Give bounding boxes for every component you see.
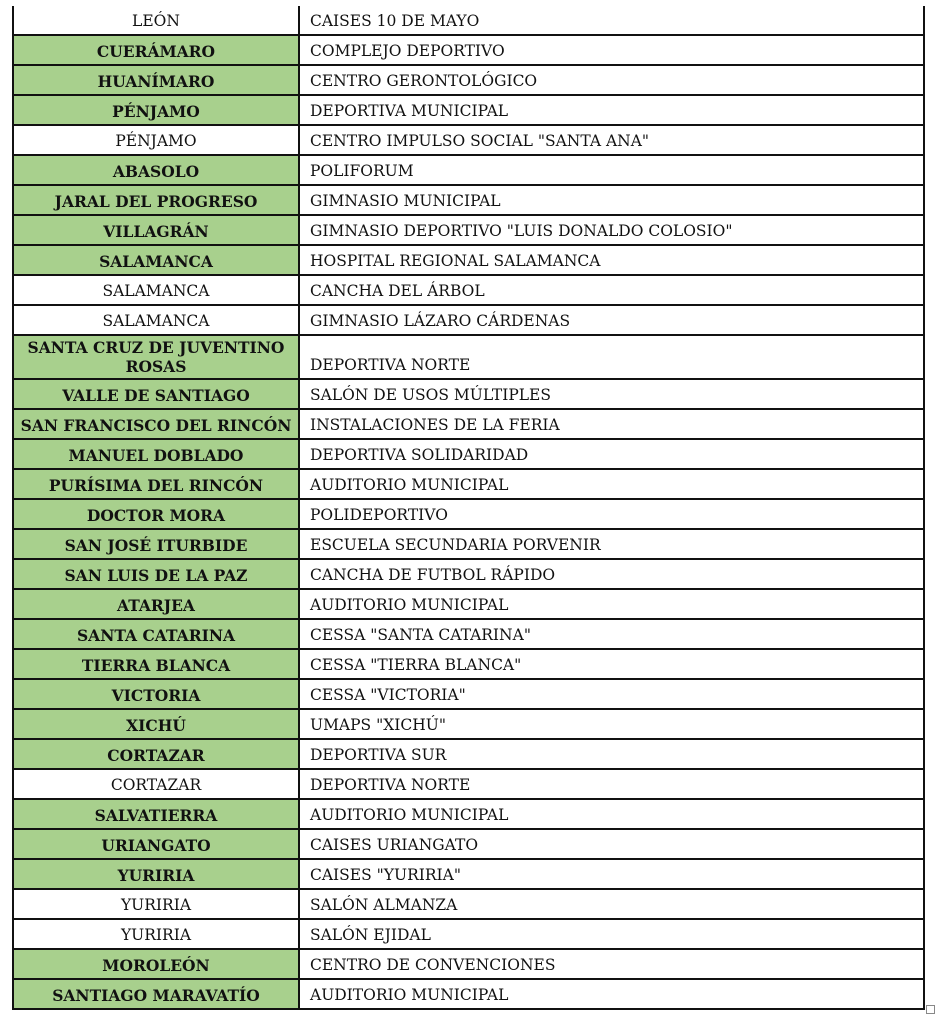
municipio-cell: YURIRIA — [13, 919, 299, 949]
sede-cell: ESCUELA SECUNDARIA PORVENIR — [299, 529, 924, 559]
table-row — [13, 35, 924, 65]
sede-cell: CESSA "SANTA CATARINA" — [299, 619, 924, 649]
sede-cell: UMAPS "XICHÚ" — [299, 709, 924, 739]
municipio-cell: HUANÍMARO — [13, 65, 299, 95]
municipio-cell: PÉNJAMO — [13, 95, 299, 125]
sede-cell: GIMNASIO DEPORTIVO "LUIS DONALDO COLOSIO" — [299, 215, 924, 245]
municipio-cell: CUERÁMARO — [13, 35, 299, 65]
sede-cell: CENTRO IMPULSO SOCIAL "SANTA ANA" — [299, 125, 924, 155]
table-row — [13, 919, 924, 949]
table-row — [13, 709, 924, 739]
sede-cell: AUDITORIO MUNICIPAL — [299, 979, 924, 1009]
sede-cell: DEPORTIVA SOLIDARIDAD — [299, 439, 924, 469]
municipio-cell: SALAMANCA — [13, 275, 299, 305]
table-row — [13, 559, 924, 589]
table-row — [13, 409, 924, 439]
table-row — [13, 619, 924, 649]
sede-cell: CENTRO GERONTOLÓGICO — [299, 65, 924, 95]
table-row — [13, 185, 924, 215]
municipio-cell: LEÓN — [13, 6, 299, 35]
municipio-cell: CORTAZAR — [13, 769, 299, 799]
municipio-cell: VICTORIA — [13, 679, 299, 709]
sede-cell: AUDITORIO MUNICIPAL — [299, 799, 924, 829]
table-row — [13, 739, 924, 769]
resize-handle[interactable] — [926, 1005, 935, 1014]
table-row — [13, 125, 924, 155]
municipio-cell: DOCTOR MORA — [13, 499, 299, 529]
municipio-cell: SANTA CRUZ DE JUVENTINO ROSAS — [13, 335, 299, 379]
sede-cell: POLIFORUM — [299, 155, 924, 185]
municipio-cell: SALAMANCA — [13, 305, 299, 335]
municipio-cell: XICHÚ — [13, 709, 299, 739]
sede-cell: CESSA "TIERRA BLANCA" — [299, 649, 924, 679]
municipio-cell: PURÍSIMA DEL RINCÓN — [13, 469, 299, 499]
table-row — [13, 65, 924, 95]
municipio-cell: SAN JOSÉ ITURBIDE — [13, 529, 299, 559]
sede-cell: AUDITORIO MUNICIPAL — [299, 469, 924, 499]
municipio-cell: SAN FRANCISCO DEL RINCÓN — [13, 409, 299, 439]
table-row — [13, 649, 924, 679]
sede-cell: INSTALACIONES DE LA FERIA — [299, 409, 924, 439]
table-row — [13, 275, 924, 305]
municipio-cell: SALVATIERRA — [13, 799, 299, 829]
municipio-cell: ATARJEA — [13, 589, 299, 619]
sede-cell: HOSPITAL REGIONAL SALAMANCA — [299, 245, 924, 275]
sede-cell: CAISES URIANGATO — [299, 829, 924, 859]
sede-cell: POLIDEPORTIVO — [299, 499, 924, 529]
municipio-cell: VALLE DE SANTIAGO — [13, 379, 299, 409]
table-row — [13, 679, 924, 709]
table-row — [13, 589, 924, 619]
sede-cell: DEPORTIVA SUR — [299, 739, 924, 769]
municipio-cell: YURIRIA — [13, 859, 299, 889]
table-row — [13, 379, 924, 409]
sede-cell: CANCHA DE FUTBOL RÁPIDO — [299, 559, 924, 589]
municipio-cell: SANTA CATARINA — [13, 619, 299, 649]
table-row — [13, 529, 924, 559]
sede-cell: GIMNASIO LÁZARO CÁRDENAS — [299, 305, 924, 335]
table-row — [13, 305, 924, 335]
sede-cell: CESSA "VICTORIA" — [299, 679, 924, 709]
table-row — [13, 769, 924, 799]
table-row — [13, 859, 924, 889]
table-row — [13, 245, 924, 275]
municipio-cell: MANUEL DOBLADO — [13, 439, 299, 469]
table-row — [13, 469, 924, 499]
municipio-cell: SALAMANCA — [13, 245, 299, 275]
sede-cell: SALÓN ALMANZA — [299, 889, 924, 919]
sede-cell: SALÓN DE USOS MÚLTIPLES — [299, 379, 924, 409]
municipio-cell: MOROLEÓN — [13, 949, 299, 979]
municipio-cell: SAN LUIS DE LA PAZ — [13, 559, 299, 589]
table-row — [13, 949, 924, 979]
municipio-cell: PÉNJAMO — [13, 125, 299, 155]
table-row — [13, 335, 924, 379]
table-row — [13, 155, 924, 185]
sede-cell: DEPORTIVA NORTE — [299, 769, 924, 799]
sede-cell: COMPLEJO DEPORTIVO — [299, 35, 924, 65]
sede-cell: GIMNASIO MUNICIPAL — [299, 185, 924, 215]
municipio-cell: ABASOLO — [13, 155, 299, 185]
municipio-cell: CORTAZAR — [13, 739, 299, 769]
municipio-cell: VILLAGRÁN — [13, 215, 299, 245]
table-row — [13, 215, 924, 245]
sede-cell: AUDITORIO MUNICIPAL — [299, 589, 924, 619]
municipio-cell: TIERRA BLANCA — [13, 649, 299, 679]
table-row — [13, 95, 924, 125]
sede-cell: CANCHA DEL ÁRBOL — [299, 275, 924, 305]
table-row — [13, 439, 924, 469]
table-row — [13, 889, 924, 919]
sede-cell: SALÓN EJIDAL — [299, 919, 924, 949]
sede-cell: DEPORTIVA NORTE — [299, 335, 924, 379]
municipio-cell: URIANGATO — [13, 829, 299, 859]
venues-table — [12, 6, 925, 1010]
table-row — [13, 6, 924, 35]
venues-table-body — [13, 6, 924, 1009]
municipio-cell: SANTIAGO MARAVATÍO — [13, 979, 299, 1009]
table-row — [13, 979, 924, 1009]
table-row — [13, 829, 924, 859]
sede-cell: CAISES "YURIRIA" — [299, 859, 924, 889]
sede-cell: CENTRO DE CONVENCIONES — [299, 949, 924, 979]
sede-cell: CAISES 10 DE MAYO — [299, 6, 924, 35]
table-row — [13, 799, 924, 829]
municipio-cell: JARAL DEL PROGRESO — [13, 185, 299, 215]
municipio-cell: YURIRIA — [13, 889, 299, 919]
table-row — [13, 499, 924, 529]
sede-cell: DEPORTIVA MUNICIPAL — [299, 95, 924, 125]
